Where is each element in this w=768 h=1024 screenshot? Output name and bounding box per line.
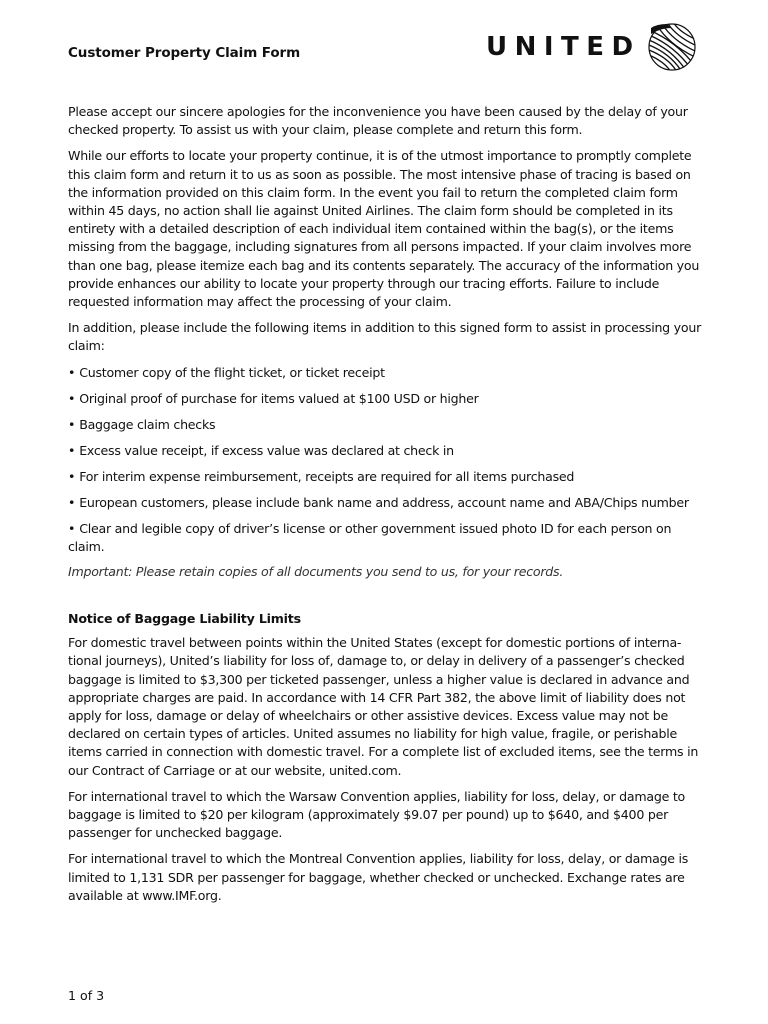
list-item: • For interim expense reimbursement, receipts are required for all items purchased <box>68 468 575 484</box>
bullet: • <box>68 364 76 380</box>
bullet: • <box>68 442 76 458</box>
list-item: • Clear and legible copy of driver’s license or other government issued photo ID for each person on claim. <box>68 520 672 554</box>
liability-paragraph: For international travel to which the Montreal Convention applies, liability for loss, delay, or damage is limited to 1,131 SDR per passenger for baggage, whether checked or unchecked. Exchange rates are available at www.IMF.org. <box>68 851 689 903</box>
letter-body <box>68 103 704 913</box>
intro-paragraph: Please accept our sincere apologies for the inconvenience you have been caused by the delay of your checked property. To assist us with your claim, please complete and return this form. <box>68 104 688 138</box>
required-items-list <box>68 364 704 556</box>
liability-paragraph: For domestic travel between points within the United States (except for domestic portions of interna-tional journeys), United’s liability for loss of, damage to, or delay in delivery of a passenger’s checked baggage is limited to $3,300 per ticketed passenger, unless a higher value is declared in advance and appropriate charges are paid. In accordance with 14 CFR Part 382, the above limit of liability does not apply for loss, damage or delay of wheelchairs or other assistive devices. Excess value may not be declared on certain types of articles. United assumes no liability for high value, fragile, or perishable items carried in connection with domestic travel. For a complete list of excluded items, see the terms in our Contract of Carriage or at our website, united.com. <box>68 635 699 778</box>
intro-paragraph: In addition, please include the following items in addition to this signed form to assist in processing your claim: <box>68 320 701 354</box>
list-item: • Original proof of purchase for items valued at $100 USD or higher <box>68 390 479 406</box>
bullet: • <box>68 416 76 432</box>
page-indicator: 1 of 3 <box>68 988 105 1003</box>
list-item: • Baggage claim checks <box>68 416 216 432</box>
intro-paragraph: While our efforts to locate your property continue, it is of the utmost importance to promptly complete this claim form and return it to us as soon as possible. The most intensive phase of tracing is based on the information provided on this claim form. In the event you fail to return the completed claim form within 45 days, no action shall lie against United Airlines. The claim form should be completed in its entirety with a detailed description of each individual item contained within the bag(s), or the items missing from the baggage, including signatures from all persons impacted. If your claim involves more than one bag, please itemize each bag and its contents separately. The accuracy of the information you provide enhances our ability to locate your property through our tracing efforts. Failure to include requested information may affect the processing of your claim. <box>68 148 700 310</box>
list-item: • European customers, please include bank name and address, account name and ABA/Chips number <box>68 494 689 510</box>
united-logo <box>486 22 697 72</box>
bullet: • <box>68 520 76 536</box>
bullet: • <box>68 468 76 484</box>
globe-icon <box>647 22 697 72</box>
list-item: • Excess value receipt, if excess value was declared at check in <box>68 442 454 458</box>
logo-wordmark: UNITED <box>486 32 641 62</box>
important-note: Important: Please retain copies of all documents you send to us, for your records. <box>68 563 564 579</box>
section-heading: Notice of Baggage Liability Limits <box>68 611 301 627</box>
bullet: • <box>68 494 76 510</box>
list-item: • Customer copy of the flight ticket, or ticket receipt <box>68 364 385 380</box>
page-title: Customer Property Claim Form <box>68 45 301 61</box>
liability-paragraph: For international travel to which the Warsaw Convention applies, liability for loss, delay, or damage to baggage is limited to $20 per kilogram (approximately $9.07 per pound) up to $640, and $400 per passenger for unchecked baggage. <box>68 788 685 841</box>
bullet: • <box>68 390 76 406</box>
